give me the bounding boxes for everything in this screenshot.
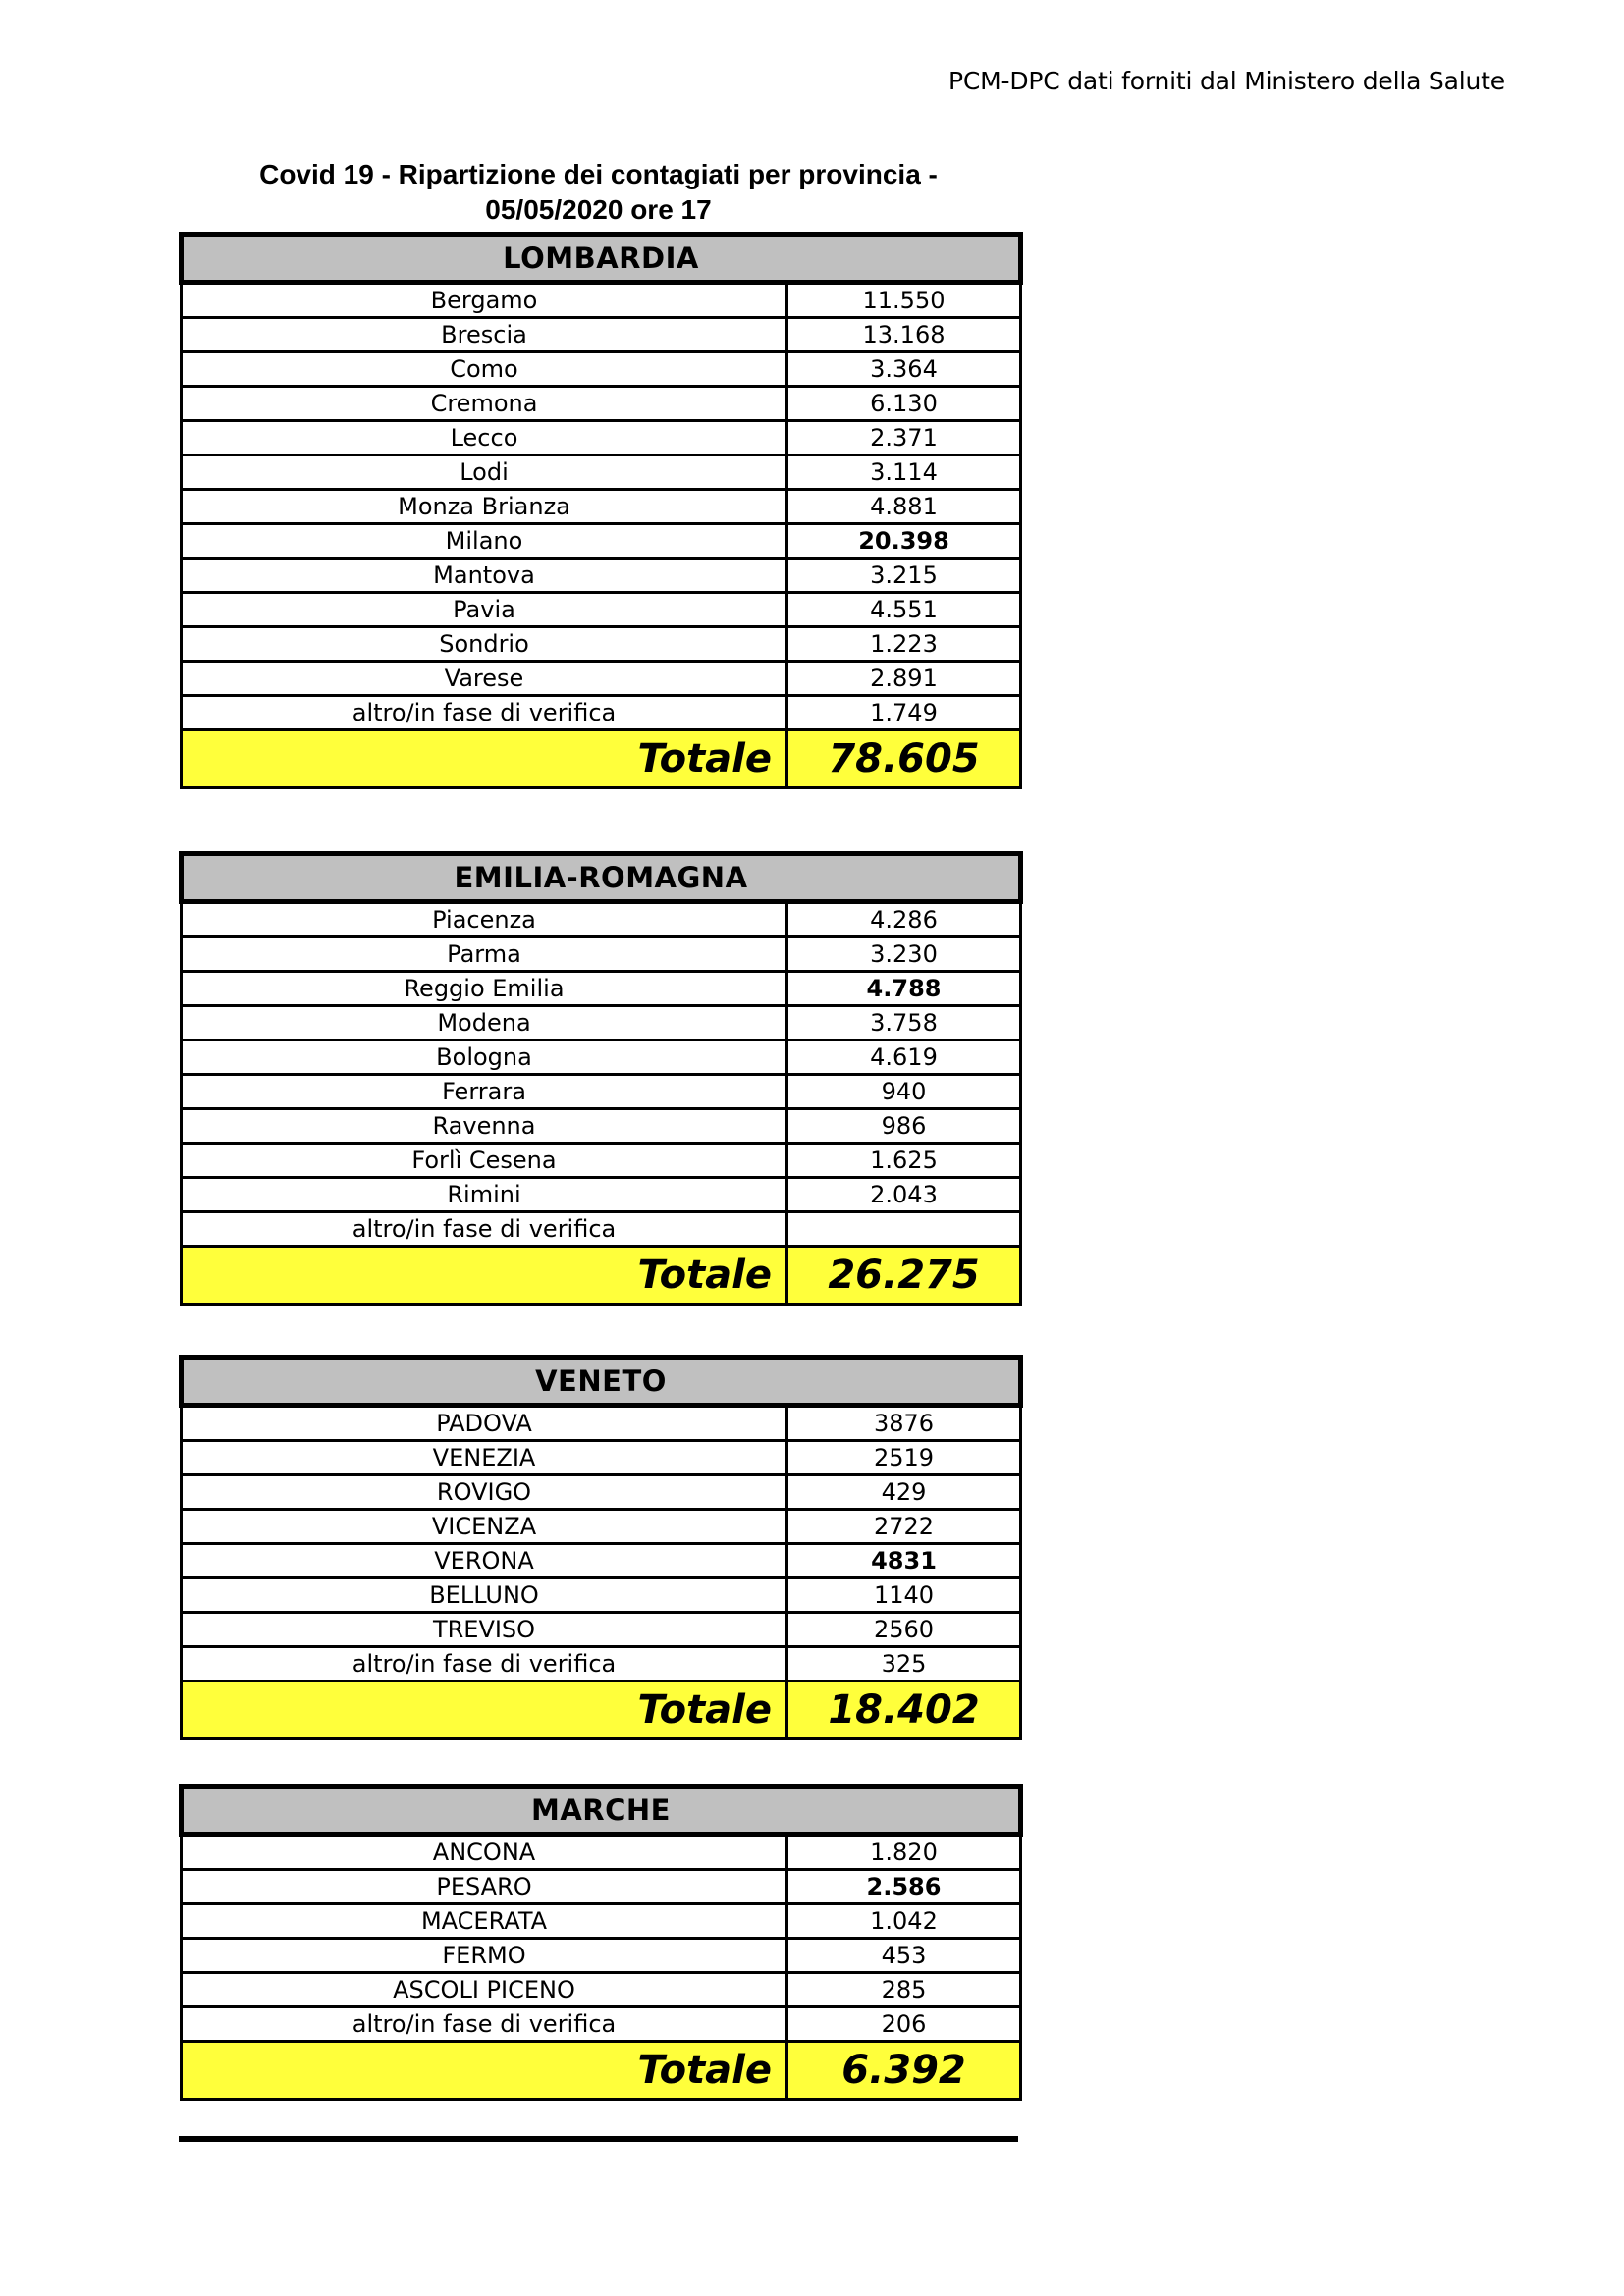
table-row — [182, 1510, 1021, 1544]
table-row — [182, 627, 1021, 662]
province-value: 1140 — [787, 1578, 1021, 1613]
province-value: 4.551 — [787, 593, 1021, 627]
province-name: MACERATA — [182, 1904, 787, 1939]
table-row — [182, 1647, 1021, 1682]
province-name: Parma — [182, 937, 787, 972]
province-name: Milano — [182, 524, 787, 559]
province-value: 6.130 — [787, 387, 1021, 421]
province-name: altro/in fase di verifica — [182, 1647, 787, 1682]
region-table — [179, 1355, 1023, 1740]
province-value: 13.168 — [787, 318, 1021, 352]
province-value: 1.223 — [787, 627, 1021, 662]
province-name: Cremona — [182, 387, 787, 421]
province-value: 2560 — [787, 1613, 1021, 1647]
province-name: VERONA — [182, 1544, 787, 1578]
province-value: 2.891 — [787, 662, 1021, 696]
province-name: Sondrio — [182, 627, 787, 662]
province-name: TREVISO — [182, 1613, 787, 1647]
province-name: ROVIGO — [182, 1475, 787, 1510]
total-row — [182, 1682, 1021, 1739]
province-value: 2722 — [787, 1510, 1021, 1544]
table-row — [182, 1475, 1021, 1510]
region-lombardia — [179, 232, 1018, 789]
table-row — [182, 1835, 1021, 1870]
title-line-2: 05/05/2020 ore 17 — [485, 194, 712, 225]
province-value: 11.550 — [787, 283, 1021, 318]
province-value: 1.625 — [787, 1144, 1021, 1178]
table-row — [182, 1144, 1021, 1178]
province-value: 3.215 — [787, 559, 1021, 593]
region-marche — [179, 1784, 1018, 2101]
province-value: 986 — [787, 1109, 1021, 1144]
total-value: 18.402 — [787, 1682, 1021, 1739]
province-name: Reggio Emilia — [182, 972, 787, 1006]
table-row — [182, 1212, 1021, 1247]
province-name: Modena — [182, 1006, 787, 1041]
province-name: Lodi — [182, 455, 787, 490]
table-row — [182, 937, 1021, 972]
province-name: PESARO — [182, 1870, 787, 1904]
region-table — [179, 232, 1023, 789]
province-value: 4.286 — [787, 902, 1021, 937]
province-value: 3876 — [787, 1406, 1021, 1441]
province-name: altro/in fase di verifica — [182, 696, 787, 730]
province-value: 1.820 — [787, 1835, 1021, 1870]
total-row — [182, 730, 1021, 788]
total-row — [182, 2042, 1021, 2100]
table-row — [182, 662, 1021, 696]
province-value: 453 — [787, 1939, 1021, 1973]
total-value: 78.605 — [787, 730, 1021, 788]
table-row — [182, 1441, 1021, 1475]
table-row — [182, 1939, 1021, 1973]
province-name: BELLUNO — [182, 1578, 787, 1613]
province-value: 2.043 — [787, 1178, 1021, 1212]
province-name: Bergamo — [182, 283, 787, 318]
province-value: 4.619 — [787, 1041, 1021, 1075]
province-name: Rimini — [182, 1178, 787, 1212]
province-name: ASCOLI PICENO — [182, 1973, 787, 2007]
total-value: 6.392 — [787, 2042, 1021, 2100]
table-row — [182, 696, 1021, 730]
table-row — [182, 352, 1021, 387]
region-header: EMILIA-ROMAGNA — [182, 854, 1021, 902]
province-value: 3.364 — [787, 352, 1021, 387]
region-emilia-romagna — [179, 851, 1018, 1306]
province-value: 285 — [787, 1973, 1021, 2007]
province-value: 325 — [787, 1647, 1021, 1682]
province-name: ANCONA — [182, 1835, 787, 1870]
province-value: 4.788 — [787, 972, 1021, 1006]
province-name: VICENZA — [182, 1510, 787, 1544]
province-value: 2.586 — [787, 1870, 1021, 1904]
table-row — [182, 1406, 1021, 1441]
table-row — [182, 1178, 1021, 1212]
province-name: altro/in fase di verifica — [182, 2007, 787, 2042]
region-table — [179, 851, 1023, 1306]
province-value: 4.881 — [787, 490, 1021, 524]
province-name: Como — [182, 352, 787, 387]
table-row — [182, 1578, 1021, 1613]
province-value: 4831 — [787, 1544, 1021, 1578]
table-row — [182, 318, 1021, 352]
province-value: 3.114 — [787, 455, 1021, 490]
province-name: altro/in fase di verifica — [182, 1212, 787, 1247]
province-value — [787, 1212, 1021, 1247]
table-row — [182, 2007, 1021, 2042]
table-row — [182, 902, 1021, 937]
province-value: 2.371 — [787, 421, 1021, 455]
province-name: Monza Brianza — [182, 490, 787, 524]
page-title — [179, 157, 1018, 228]
region-table — [179, 1784, 1023, 2101]
province-value: 206 — [787, 2007, 1021, 2042]
title-line-1: Covid 19 - Ripartizione dei contagiati per provincia - — [259, 159, 938, 189]
province-name: Bologna — [182, 1041, 787, 1075]
table-row — [182, 455, 1021, 490]
province-name: Mantova — [182, 559, 787, 593]
region-header: MARCHE — [182, 1787, 1021, 1835]
table-row — [182, 1613, 1021, 1647]
table-row — [182, 593, 1021, 627]
table-row — [182, 283, 1021, 318]
region-veneto — [179, 1355, 1018, 1740]
region-header: VENETO — [182, 1358, 1021, 1406]
table-row — [182, 1870, 1021, 1904]
total-value: 26.275 — [787, 1247, 1021, 1305]
table-row — [182, 559, 1021, 593]
total-row — [182, 1247, 1021, 1305]
table-row — [182, 1006, 1021, 1041]
total-label: Totale — [182, 730, 787, 788]
province-value: 1.749 — [787, 696, 1021, 730]
province-name: Piacenza — [182, 902, 787, 937]
table-row — [182, 1904, 1021, 1939]
province-value: 20.398 — [787, 524, 1021, 559]
province-value: 3.230 — [787, 937, 1021, 972]
province-value: 940 — [787, 1075, 1021, 1109]
province-name: PADOVA — [182, 1406, 787, 1441]
table-row — [182, 490, 1021, 524]
table-row — [182, 387, 1021, 421]
region-header: LOMBARDIA — [182, 235, 1021, 283]
province-name: Forlì Cesena — [182, 1144, 787, 1178]
province-name: VENEZIA — [182, 1441, 787, 1475]
province-name: Pavia — [182, 593, 787, 627]
end-rule — [179, 2136, 1018, 2142]
table-row — [182, 1041, 1021, 1075]
province-name: Brescia — [182, 318, 787, 352]
province-name: Varese — [182, 662, 787, 696]
table-row — [182, 1544, 1021, 1578]
table-row — [182, 972, 1021, 1006]
province-name: Lecco — [182, 421, 787, 455]
table-row — [182, 1973, 1021, 2007]
province-value: 3.758 — [787, 1006, 1021, 1041]
total-label: Totale — [182, 2042, 787, 2100]
table-row — [182, 524, 1021, 559]
province-name: Ferrara — [182, 1075, 787, 1109]
total-label: Totale — [182, 1247, 787, 1305]
source-note: PCM-DPC dati forniti dal Ministero della Salute — [948, 67, 1505, 95]
total-label: Totale — [182, 1682, 787, 1739]
province-value: 1.042 — [787, 1904, 1021, 1939]
province-value: 429 — [787, 1475, 1021, 1510]
province-name: Ravenna — [182, 1109, 787, 1144]
province-value: 2519 — [787, 1441, 1021, 1475]
province-name: FERMO — [182, 1939, 787, 1973]
table-row — [182, 1109, 1021, 1144]
table-row — [182, 1075, 1021, 1109]
table-row — [182, 421, 1021, 455]
